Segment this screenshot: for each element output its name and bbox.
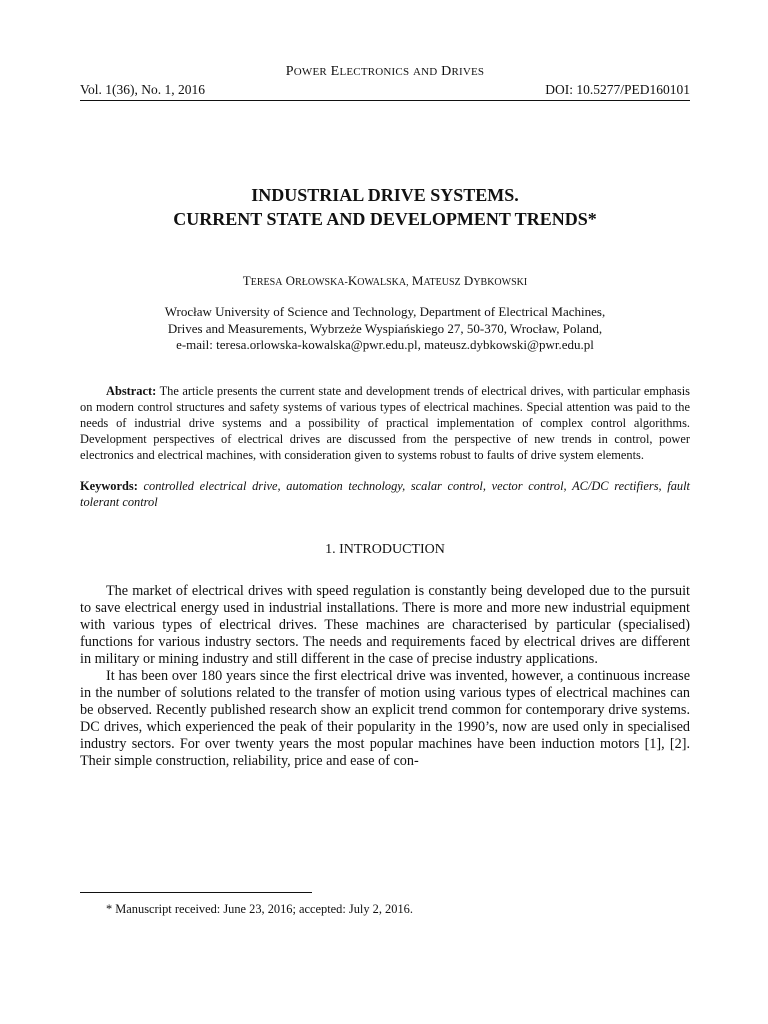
journal-name: POWER ELECTRONICS AND DRIVES — [285, 64, 485, 79]
affiliation-line-1: Wrocław University of Science and Technology, Department of Electrical Machines, — [164, 304, 606, 319]
paragraph: It has been over 180 years since the first electrical drive was invented, however, a continuous increase in the number of solutions related to the transfer of motion using various types of electrical machines can be observed. Recently published research show an explicit trend common for contemporary drive systems. DC drives, which experienced the peak of their popularity in the 1990’s, now are used only in specialised industry sectors. For over twenty years the most popular machines have been induction motors [1], [2]. Their simple construction, reliability, price and ease of con- — [80, 667, 690, 769]
header-meta-row — [80, 82, 690, 101]
affiliation-line-2: Drives and Measurements, Wybrzeże Wyspiańskiego 27, 50-370, Wrocław, Poland, — [167, 320, 603, 336]
section-heading: 1. INTRODUCTION — [325, 541, 445, 557]
abstract — [80, 383, 690, 463]
affiliation — [80, 304, 690, 354]
abstract-label: Abstract: — [106, 383, 157, 398]
title-line-2: CURRENT STATE AND DEVELOPMENT TRENDS* — [173, 209, 597, 229]
footnote-divider — [80, 892, 312, 893]
keywords-text: controlled electrical drive, automation technology, scalar control, vector control, AC/DC rectifiers, fault tolerant control — [80, 478, 690, 509]
author-list: TERESA ORŁOWSKA-KOWALSKA, MATEUSZ DYBKOWSKI — [242, 273, 528, 288]
keywords — [80, 478, 690, 511]
paragraph: The market of electrical drives with speed regulation is constantly being developed due to the pursuit to save electrical energy used in industrial installations. There is more and more new industrial equipment with various types of electrical drives. These machines are characterised by particular (specialised) functions for various industry sectors. The needs and requirements faced by electrical drives are different in military or mining industry and still different in the case of precise industry applications. — [80, 582, 690, 667]
keywords-label: Keywords: — [80, 478, 138, 493]
affiliation-email: e-mail: teresa.orlowska-kowalska@pwr.edu.pl, mateusz.dybkowski@pwr.edu.pl — [176, 337, 594, 352]
paper-title — [80, 183, 690, 231]
body-text — [80, 583, 690, 770]
title-line-1: INDUSTRIAL DRIVE SYSTEMS. — [251, 185, 519, 205]
abstract-text: The article presents the current state and development trends of electrical drives, with particular emphasis on modern control structures and safety systems of various types of electrical machines. Special attention was paid to the needs of industrial drive systems and a possibility of practical implementation of complex control algorithms. Development perspectives of electrical drives are discussed from the perspective of new trends in control, power electronics and electrical machines, with consideration given to systems robust to faults of drive system elements. — [80, 383, 690, 462]
volume-info: Vol. 1(36), No. 1, 2016 — [80, 82, 206, 97]
paper-page — [80, 62, 690, 770]
doi-info: DOI: 10.5277/PED160101 — [545, 82, 690, 97]
footnote: * Manuscript received: June 23, 2016; accepted: July 2, 2016. — [106, 902, 413, 916]
